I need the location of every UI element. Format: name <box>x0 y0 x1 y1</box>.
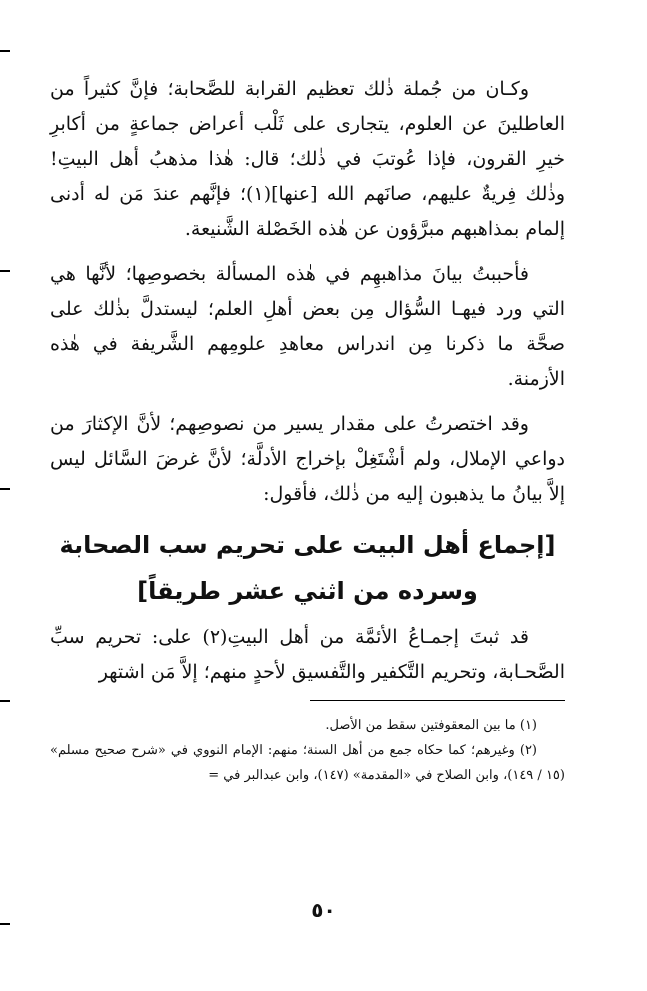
page-number: ٥٠ <box>311 898 336 922</box>
margin-tick <box>0 923 10 925</box>
page-body <box>50 72 565 788</box>
margin-tick <box>0 270 10 272</box>
heading-line-2: وسرده من اثني عشر طريقاً] <box>137 577 478 605</box>
paragraph-3: وقد اختصرتُ على مقدار يسير من نصوصِهم؛ لأنَّ الإكثارَ من دواعي الإملال، ولم أشْتَغِلْ بإخراج الأدلَّة؛ لأنَّ غرضَ السَّائل ليس إلاَّ بيانُ ما يذهبون إليه من ذٰلك، فأقول: <box>50 413 565 505</box>
margin-tick <box>0 50 10 52</box>
paragraph-1: وكـان من جُملة ذٰلك تعظيم القرابة للصَّحابة؛ فإنَّ كثيراً من العاطلينَ عن العلوم، يتجارى على ثَلْب أعراض جماعةٍ من أكابرِ خيرِ القرون، فإذا عُوتبَ في ذٰلك؛ قال: هٰذا مذهبُ أهل البيتِ! وذٰلك فِريةٌ عليهم، صانَهم الله [عنها](١)؛ فإنَّهم عندَ مَن له أدنى إلمام بمذاهبهم مبرَّؤون عن هٰذه الخَصْلة الشَّنيعة. <box>50 78 565 240</box>
paragraph-2: فأحببتُ بيانَ مذاهبهِم في هٰذه المسألة بخصوصِها؛ لأنَّها هي التي ورد فيهـا السُّؤال مِن بعض أهلِ العلم؛ ليستدلَّ بذٰلك على صحَّة ما ذكرنا مِن اندراس معاهدِ علومِهم الشَّريفة في هٰذه الأزمنة. <box>50 263 565 390</box>
footnote-divider <box>310 700 565 701</box>
heading-line-1: [إجماع أهل البيت على تحريم سب الصحابة <box>59 531 556 559</box>
footnote-2: (٢) وغيرهم؛ كما حكاه جمع من أهل السنة؛ منهم: الإمام النووي في «شرح صحيح مسلم» (١٥ / ١٤٩)، وابن الصلاح في «المقدمة» (١٤٧)، وابن عبدالبر في = <box>50 743 565 783</box>
paragraph-4: قد ثبتَ إجمـاعُ الأئمَّة من أهل البيتِ(٢) على: تحريم سبِّ الصَّحـابة، وتحريم التَّكفير والتَّفسيق لأحدٍ منهم؛ إلاَّ مَن اشتهر <box>50 626 565 683</box>
section-heading <box>50 522 565 614</box>
margin-tick <box>0 700 10 702</box>
footnote-1: (١) ما بين المعقوفتين سقط من الأصل. <box>325 718 537 733</box>
margin-tick <box>0 488 10 490</box>
